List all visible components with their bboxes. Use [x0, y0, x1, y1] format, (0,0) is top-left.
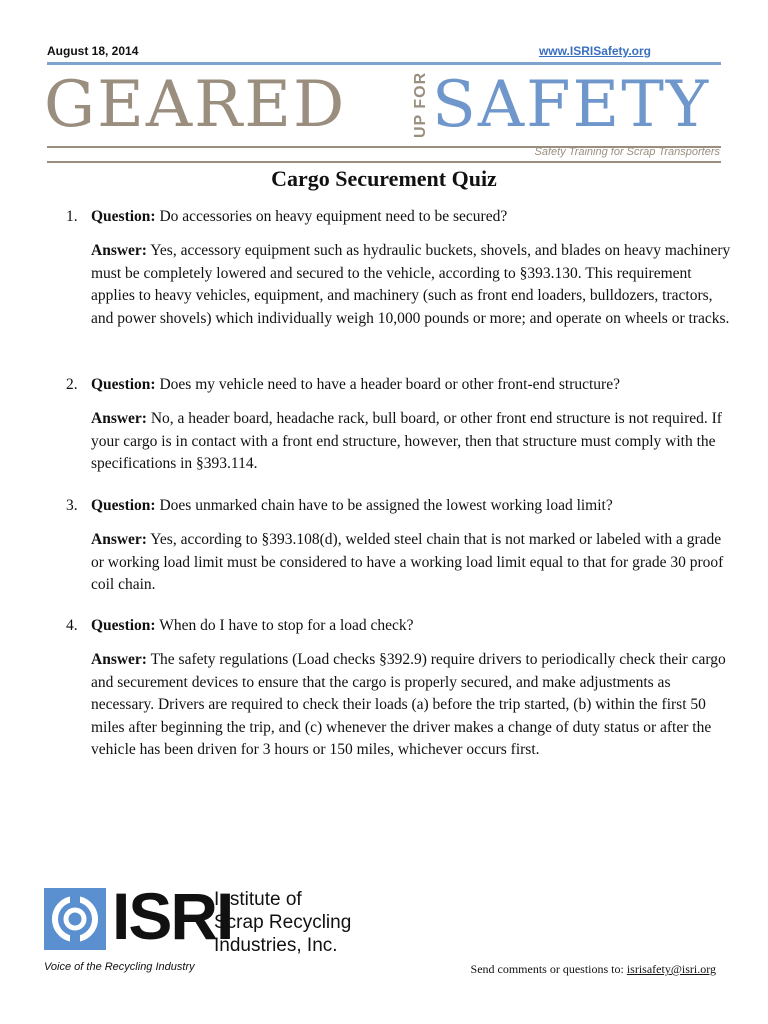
contact-email-link[interactable]: isrisafety@isri.org: [626, 962, 716, 976]
answer-label: Answer:: [91, 651, 147, 668]
question: [66, 495, 736, 517]
masthead-bottom-rule: [47, 161, 721, 163]
answer-text: No, a header board, headache rack, bull board, or other front end structure is not required. If your cargo is in contact with a front end structure, however, then that structure must comply with the specifications in §393.114.: [91, 410, 722, 472]
masthead-up-for: UP FOR: [412, 71, 429, 138]
answer: [66, 408, 736, 476]
logo-slogan: Voice of the Recycling Industry: [44, 961, 195, 973]
answer-label: Answer:: [91, 410, 147, 427]
question-text: Does my vehicle need to have a header board or other front-end structure?: [159, 376, 620, 393]
recycle-emblem-icon: [44, 888, 106, 950]
masthead-safety: SAFETY: [432, 68, 711, 142]
answer-label: Answer:: [91, 242, 147, 259]
question-text: Do accessories on heavy equipment need to be secured?: [159, 208, 508, 225]
question-label: Question:: [91, 617, 156, 634]
qa-item-2: [66, 374, 736, 476]
item-number: 4.: [66, 617, 78, 634]
answer-text: Yes, accessory equipment such as hydraulic buckets, shovels, and blades on heavy machinery must be completely lowered and secured to the vehicle, according to §393.130. This requirement applies to heavy vehicles, equipment, and machinery (such as front end loaders, bulldozers, tractors, and power shovels) which individually weigh 10,000 pounds or more; and operate on wheels or tracks.: [91, 242, 731, 327]
qa-item-3: [66, 495, 736, 597]
masthead: [44, 64, 724, 146]
masthead-tagline: Safety Training for Scrap Transporters: [534, 146, 720, 158]
item-number: 2.: [66, 376, 78, 393]
website-link[interactable]: www.ISRISafety.org: [538, 44, 651, 58]
qa-item-1: [66, 206, 736, 330]
question-label: Question:: [91, 376, 156, 393]
header-row: [47, 44, 721, 60]
answer-text: The safety regulations (Load checks §392.9) require drivers to periodically check their cargo and securement devices to ensure that the cargo is properly secured, and make adjustments as necessary. Drivers are required to check their loads (a) before the trip started, (b) within the first 50 miles after beginning the trip, and (c) whenever the driver makes a change of duty status or after the vehicle has been driven for 3 hours or 150 miles, whichever occurs first.: [91, 651, 726, 758]
question-label: Question:: [91, 497, 156, 514]
question: [66, 206, 736, 228]
logo-wordmark: ISRI: [112, 879, 233, 953]
question-label: Question:: [91, 208, 156, 225]
answer: [66, 649, 736, 762]
answer-label: Answer:: [91, 531, 147, 548]
answer-text: Yes, according to §393.108(d), welded steel chain that is not marked or labeled with a grade or working load limit must be considered to have a working load limit equal to that for grade 30 proof coil chain.: [91, 531, 724, 593]
page-title: Cargo Securement Quiz: [271, 166, 497, 191]
footer-prefix: Send comments or questions to:: [470, 962, 624, 976]
answer: [66, 529, 736, 597]
item-number: 1.: [66, 208, 78, 225]
question-text: Does unmarked chain have to be assigned the lowest working load limit?: [159, 497, 613, 514]
qa-item-4: [66, 615, 736, 762]
footer-contact: [471, 962, 716, 977]
question-text: When do I have to stop for a load check?: [159, 617, 414, 634]
answer: [66, 240, 736, 330]
isri-logo: [44, 879, 364, 978]
question: [66, 615, 736, 637]
organization-name: Institute of Scrap Recycling Industries, Inc.: [214, 889, 352, 956]
issue-date: August 18, 2014: [47, 44, 139, 58]
item-number: 3.: [66, 497, 78, 514]
masthead-geared: GEARED: [44, 68, 347, 142]
question: [66, 374, 736, 396]
